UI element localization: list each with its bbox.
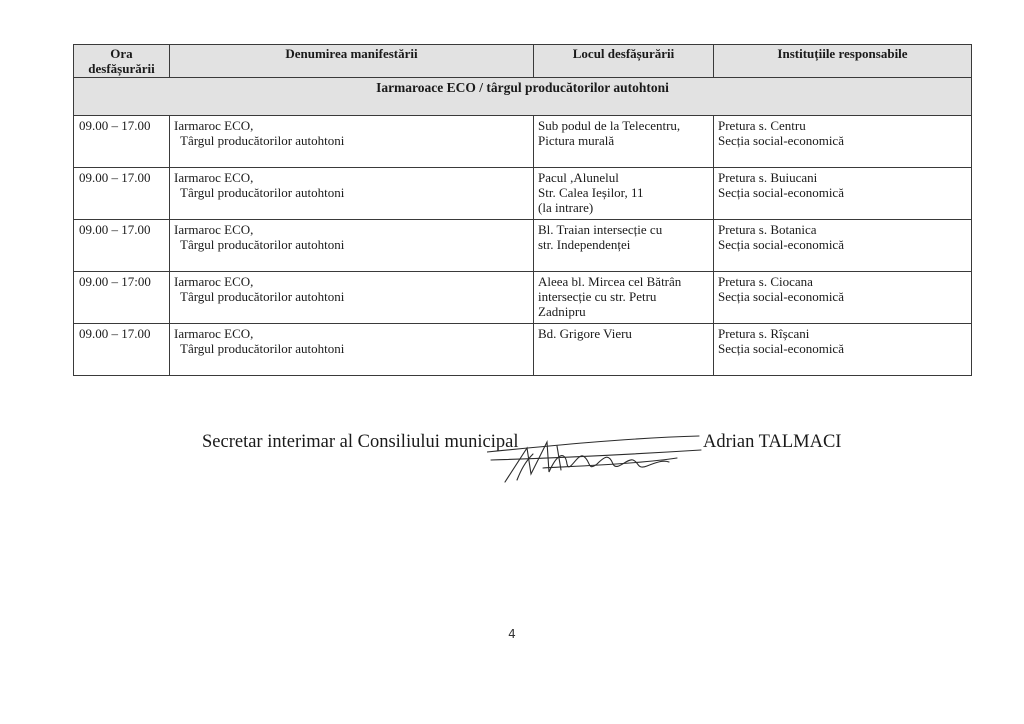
institution-line: Pretura s. Botanica — [718, 222, 817, 237]
institution-line: Pretura s. Rîșcani — [718, 326, 810, 341]
event-line: Târgul producătorilor autohtoni — [180, 289, 345, 304]
row-time: 09.00 – 17:00 — [74, 272, 170, 324]
row-institutions — [714, 116, 972, 168]
event-line: Iarmaroc ECO, — [174, 274, 254, 289]
event-line: Târgul producătorilor autohtoni — [180, 341, 345, 356]
location-line: intersecție cu str. Petru — [538, 289, 657, 304]
handwritten-signature — [487, 424, 702, 486]
location-line: Str. Calea Ieșilor, 11 — [538, 185, 644, 200]
table-row — [74, 272, 972, 324]
institution-line: Secția social-economică — [718, 185, 844, 200]
location-line: (la intrare) — [538, 200, 594, 215]
event-line: Iarmaroc ECO, — [174, 118, 254, 133]
location-line: Zadnipru — [538, 304, 586, 319]
location-line: Pacul ,Alunelul — [538, 170, 619, 185]
institution-line: Pretura s. Buiucani — [718, 170, 818, 185]
header-ora-line1: Ora — [110, 46, 133, 61]
location-line: str. Independenței — [538, 237, 631, 252]
table-row — [74, 324, 972, 376]
institution-line: Secția social-economică — [718, 133, 844, 148]
location-line: Pictura murală — [538, 133, 615, 148]
section-header-row — [74, 78, 972, 116]
location-line: Bl. Traian intersecție cu — [538, 222, 663, 237]
events-schedule-table — [73, 44, 972, 376]
row-event — [170, 324, 534, 376]
institution-line: Secția social-economică — [718, 289, 844, 304]
row-location — [534, 116, 714, 168]
header-ora-line2: desfășurării — [88, 61, 155, 76]
event-line: Iarmaroc ECO, — [174, 326, 254, 341]
institution-line: Pretura s. Centru — [718, 118, 806, 133]
institution-line: Secția social-economică — [718, 237, 844, 252]
row-event — [170, 272, 534, 324]
event-line: Târgul producătorilor autohtoni — [180, 185, 345, 200]
event-line: Iarmaroc ECO, — [174, 222, 254, 237]
row-institutions — [714, 220, 972, 272]
row-location — [534, 168, 714, 220]
row-event — [170, 220, 534, 272]
row-event — [170, 168, 534, 220]
row-location — [534, 272, 714, 324]
table-row — [74, 220, 972, 272]
institution-line: Pretura s. Ciocana — [718, 274, 813, 289]
page-number: 4 — [508, 627, 516, 641]
section-title: Iarmaroace ECO / târgul producătorilor autohtoni — [74, 78, 972, 116]
row-time: 09.00 – 17.00 — [74, 220, 170, 272]
table-row — [74, 168, 972, 220]
row-time: 09.00 – 17.00 — [74, 116, 170, 168]
signer-name: Adrian TALMACI — [703, 432, 842, 452]
row-location — [534, 324, 714, 376]
header-institutiile: Instituțiile responsabile — [714, 45, 972, 78]
location-line: Aleea bl. Mircea cel Bătrân — [538, 274, 682, 289]
location-line: Bd. Grigore Vieru — [538, 326, 632, 341]
table-header-row — [74, 45, 972, 78]
signer-title: Secretar interimar al Consiliului municipal — [202, 432, 519, 452]
event-line: Târgul producătorilor autohtoni — [180, 133, 345, 148]
row-time: 09.00 – 17.00 — [74, 324, 170, 376]
table-row — [74, 116, 972, 168]
row-institutions — [714, 272, 972, 324]
header-locul: Locul desfășurării — [534, 45, 714, 78]
row-institutions — [714, 168, 972, 220]
header-denumirea: Denumirea manifestării — [170, 45, 534, 78]
row-time: 09.00 – 17.00 — [74, 168, 170, 220]
event-line: Târgul producătorilor autohtoni — [180, 237, 345, 252]
signature-block — [202, 432, 882, 492]
row-event — [170, 116, 534, 168]
row-location — [534, 220, 714, 272]
location-line: Sub podul de la Telecentru, — [538, 118, 681, 133]
institution-line: Secția social-economică — [718, 341, 844, 356]
event-line: Iarmaroc ECO, — [174, 170, 254, 185]
header-ora — [74, 45, 170, 78]
row-institutions — [714, 324, 972, 376]
